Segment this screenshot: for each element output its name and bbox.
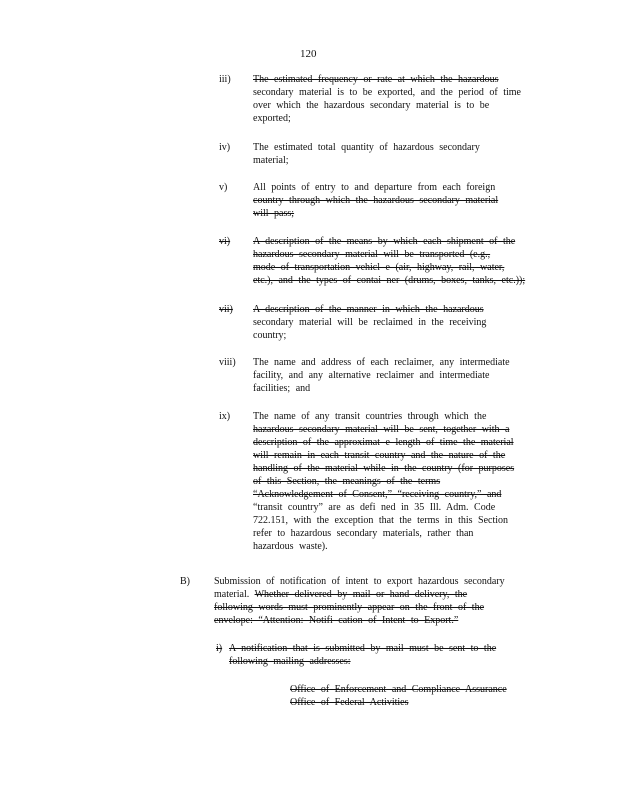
text-segment: A description of the means by which each shipment of the bbox=[253, 236, 516, 247]
text-segment: will remain in each transit country and the nature of the bbox=[253, 450, 506, 461]
text-line bbox=[253, 73, 521, 86]
text-line bbox=[253, 540, 514, 553]
text-segment: Submission of notification of intent to export hazardous secondary bbox=[214, 576, 505, 587]
text-segment: handling of the material while in the country (for purposes bbox=[253, 463, 515, 474]
text-segment: secondary material is to be exported, and the period of time bbox=[253, 87, 521, 98]
item-text bbox=[253, 410, 514, 553]
text-segment: facility, and any alternative reclaimer and intermediate bbox=[253, 370, 490, 381]
item-text bbox=[253, 235, 525, 287]
text-line bbox=[214, 614, 505, 627]
text-segment: hazardous secondary material will be transported (e.g., bbox=[253, 249, 491, 260]
text-segment: etc.), and the types of contai ner (drums, boxes, tanks, etc.)); bbox=[253, 275, 526, 286]
text-segment: “Acknowledgement of Consent,” “receiving country,” and bbox=[253, 489, 502, 500]
text-segment: mode of transportation vehicl e (air, highway, rail, water, bbox=[253, 262, 505, 273]
text-line bbox=[253, 154, 480, 167]
text-segment: The estimated total quantity of hazardous secondary bbox=[253, 142, 480, 153]
text-segment: material. bbox=[214, 589, 255, 600]
text-line bbox=[290, 683, 507, 696]
item-label: v) bbox=[219, 182, 228, 193]
text-line bbox=[214, 575, 505, 588]
text-segment: Office of Enforcement and Compliance Assurance bbox=[290, 684, 507, 695]
item-label: ix) bbox=[219, 411, 231, 422]
address-text bbox=[290, 683, 507, 709]
text-line bbox=[253, 248, 525, 261]
text-segment: secondary material will be reclaimed in the receiving bbox=[253, 317, 487, 328]
item-label: viii) bbox=[219, 357, 236, 368]
text-line bbox=[253, 462, 514, 475]
text-segment: The name and address of each reclaimer, any intermediate bbox=[253, 357, 510, 368]
text-segment: Office of Federal Activities bbox=[290, 697, 409, 708]
text-line bbox=[253, 410, 514, 423]
text-segment: The estimated frequency or rate at which the hazardous bbox=[253, 74, 499, 85]
item-text bbox=[253, 73, 521, 125]
text-segment: hazardous waste). bbox=[253, 541, 328, 552]
text-segment: The name of any transit countries through which the bbox=[253, 411, 487, 422]
text-line bbox=[253, 527, 514, 540]
text-segment: will pass; bbox=[253, 208, 295, 219]
item-text bbox=[214, 575, 505, 627]
text-segment: of this Section, the meanings of the terms bbox=[253, 476, 441, 487]
text-line bbox=[253, 369, 510, 382]
item-text bbox=[253, 303, 486, 342]
item-label: vi) bbox=[219, 236, 231, 247]
text-segment: 722.151, with the exception that the terms in this Section bbox=[253, 515, 509, 526]
item-text bbox=[229, 642, 496, 668]
item-label: i) bbox=[216, 643, 223, 654]
text-line bbox=[253, 86, 521, 99]
text-line bbox=[253, 316, 486, 329]
text-line bbox=[253, 488, 514, 501]
text-segment: envelope: “Attention: Notifi cation of Intent to Export.” bbox=[214, 615, 459, 626]
text-line bbox=[253, 329, 486, 342]
text-line bbox=[253, 423, 514, 436]
text-line bbox=[253, 514, 514, 527]
text-line bbox=[253, 303, 486, 316]
text-segment: over which the hazardous secondary material is to be bbox=[253, 100, 490, 111]
text-line bbox=[253, 99, 521, 112]
text-line bbox=[253, 449, 514, 462]
text-line bbox=[253, 261, 525, 274]
text-line bbox=[253, 141, 480, 154]
text-line bbox=[253, 181, 498, 194]
text-segment: Whether delivered by mail or hand delivery, the bbox=[254, 589, 468, 600]
item-label: iv) bbox=[219, 142, 231, 153]
item-text bbox=[253, 356, 510, 395]
text-segment: following words must prominently appear on the front of the bbox=[214, 602, 485, 613]
text-line bbox=[253, 194, 498, 207]
text-line bbox=[229, 642, 496, 655]
page-number: 120 bbox=[300, 48, 317, 60]
text-line bbox=[253, 382, 510, 395]
text-line bbox=[253, 235, 525, 248]
item-label: vii) bbox=[219, 304, 233, 315]
text-segment: “transit country” are as defi ned in 35 Ill. Adm. Code bbox=[253, 502, 496, 513]
text-line bbox=[253, 112, 521, 125]
text-line bbox=[253, 501, 514, 514]
text-line bbox=[229, 655, 496, 668]
text-line bbox=[214, 601, 505, 614]
text-segment: hazardous secondary material will be sent, together with a bbox=[253, 424, 510, 435]
text-segment: country; bbox=[253, 330, 287, 341]
text-line bbox=[290, 696, 507, 709]
text-line bbox=[253, 356, 510, 369]
text-line bbox=[253, 274, 525, 287]
item-text bbox=[253, 181, 498, 220]
text-line bbox=[253, 436, 514, 449]
text-segment: A notification that is submitted by mail must be sent to the bbox=[229, 643, 497, 654]
text-segment: country through which the hazardous secondary material bbox=[253, 195, 499, 206]
text-segment: All points of entry to and departure from each foreign bbox=[253, 182, 496, 193]
text-segment: description of the approximat e length of time the material bbox=[253, 437, 514, 448]
item-label: iii) bbox=[219, 74, 231, 85]
text-segment: refer to hazardous secondary materials, rather than bbox=[253, 528, 474, 539]
text-line bbox=[214, 588, 505, 601]
text-line bbox=[253, 475, 514, 488]
text-segment: material; bbox=[253, 155, 289, 166]
text-segment: following mailing addresses: bbox=[229, 656, 351, 667]
item-label: B) bbox=[180, 576, 190, 587]
text-segment: facilities; and bbox=[253, 383, 311, 394]
text-line bbox=[253, 207, 498, 220]
text-segment: exported; bbox=[253, 113, 291, 124]
text-segment: A description of the manner in which the hazardous bbox=[253, 304, 484, 315]
item-text bbox=[253, 141, 480, 167]
